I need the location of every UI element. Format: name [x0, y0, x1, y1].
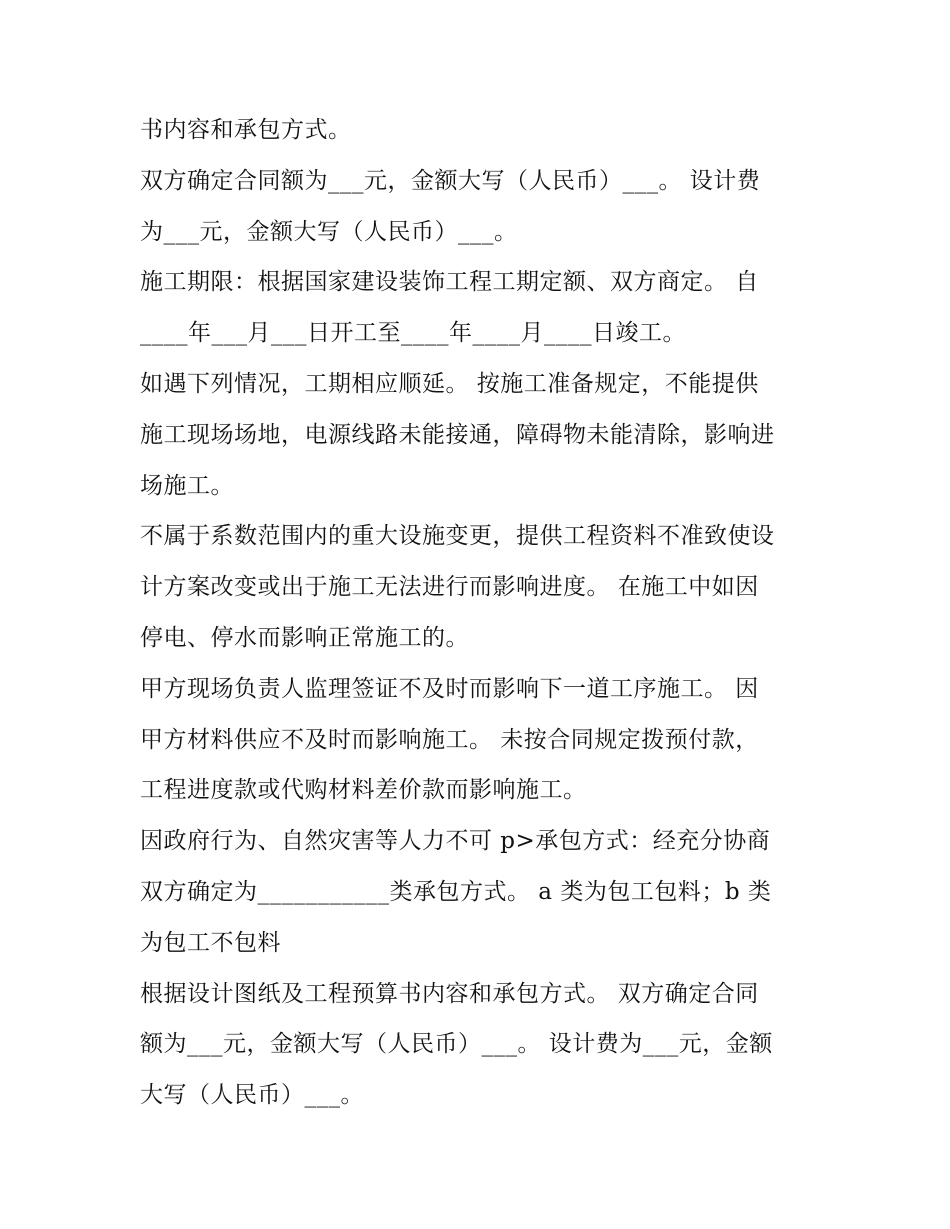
text-line: 额为___元，金额大写（人民币）___。 设计费为___元，金额 [140, 1031, 773, 1058]
text-line: 甲方材料供应不及时而影响施工。 未按合同规定拨预付款， [140, 726, 759, 753]
text-line: 计方案改变或出于施工无法进行而影响进度。 在施工中如因 [140, 574, 759, 601]
text-line: 停电、停水而影响正常施工的。 [140, 624, 469, 651]
text-line: 为包工不包料 [140, 929, 281, 956]
text-line: 场施工。 [140, 472, 234, 499]
text-line: 施工期限：根据国家建设装饰工程工期定额、双方商定。 自 [140, 269, 759, 296]
text-line: 因政府行为、自然灾害等人力不可 p>承包方式：经充分协商 [140, 828, 771, 855]
document-body [140, 107, 820, 1123]
text-line: 书内容和承包方式。 [140, 117, 352, 143]
text-line: 根据设计图纸及工程预算书内容和承包方式。 双方确定合同 [140, 980, 759, 1007]
text-line: 工程进度款或代购材料差价款而影响施工。 [140, 777, 587, 804]
text-line: 为___元，金额大写（人民币）___。 [140, 218, 518, 245]
text-line: 双方确定为___________类承包方式。 a 类为包工包料；b 类 [140, 878, 772, 905]
text-line: 不属于系数范围内的重大设施变更，提供工程资料不准致使设 [140, 523, 775, 550]
text-line: 甲方现场负责人监理签证不及时而影响下一道工序施工。 因 [140, 675, 759, 702]
text-line: 施工现场场地，电源线路未能接通，障碍物未能清除，影响进 [140, 421, 775, 448]
text-line: 如遇下列情况，工期相应顺延。 按施工准备规定，不能提供 [140, 370, 759, 397]
text-line: 大写（人民币）___。 [140, 1082, 364, 1109]
text-line: 双方确定合同额为___元，金额大写（人民币）___。 设计费 [140, 167, 761, 194]
text-line: ____年___月___日开工至____年____月____日竣工。 [140, 320, 686, 347]
